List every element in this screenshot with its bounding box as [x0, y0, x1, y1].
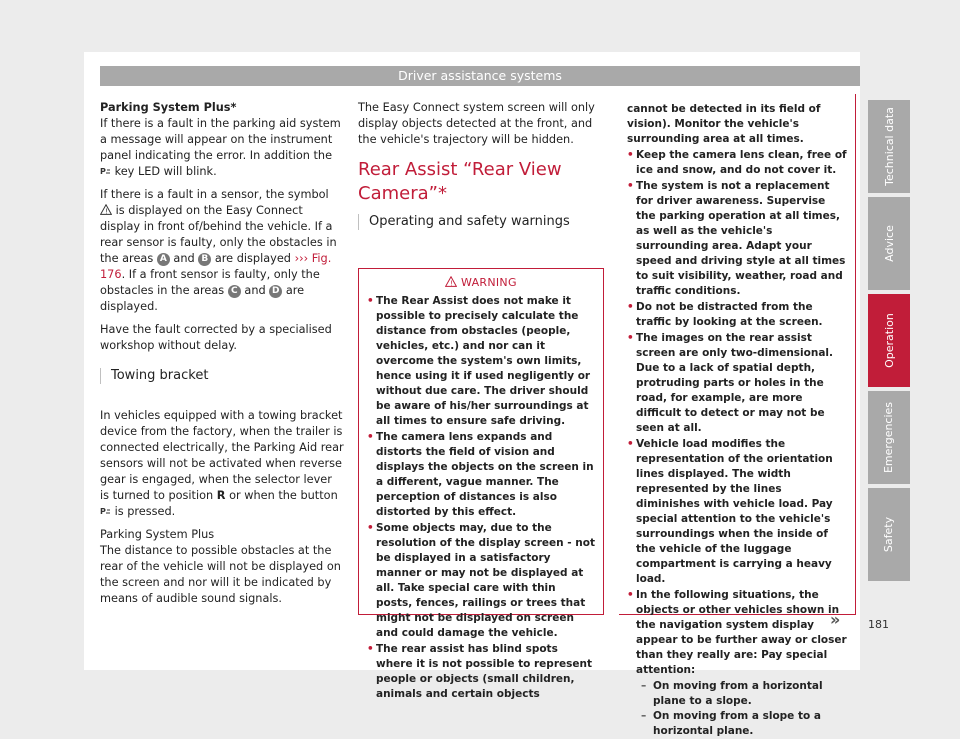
subhead-towing-bracket: Towing bracket	[100, 368, 344, 384]
subhead-operating-warnings: Operating and safety warnings	[358, 214, 604, 230]
continue-arrow-icon: »	[830, 610, 841, 629]
heading-parking-system-plus-star: Parking System Plus*	[100, 101, 237, 114]
chapter-title: Rear Assist “Rear View Camera”*	[358, 159, 562, 204]
warning-item: • The images on the rear assist screen are only two-dimensional. Due to a lack of spatial depth, protruding parts or holes in the road, for example, are more difficult to detect or may not be seen at all.	[627, 332, 834, 434]
warning-triangle-icon	[100, 204, 112, 215]
warning-item: • The system is not a replacement for driver awareness. Supervise the parking operation at all times, as well as the vehicle's surrounding area. Adapt your speed and driving style at all times to suit visibility, weather, road and traffic conditions.	[627, 180, 846, 297]
warning-continuation: cannot be detected in its field of vision). Monitor the vehicle's surrounding area at all times.	[627, 103, 821, 145]
tab-operation[interactable]: Operation	[868, 294, 910, 387]
label-d-badge: D	[269, 285, 282, 298]
warning-item: • In the following situations, the objects or other vehicles shown in the navigation system display appear to be further away or closer than they really are: Pay special attention:	[627, 589, 847, 676]
warning-item: • Some objects may, due to the resolution of the display screen - not be displayed in a satisfactory manner or may not be displayed at all. Take special care with thin posts, fences, railings or trees that might not be displayed on screen and could damage the vehicle.	[367, 522, 595, 639]
page-number: 181	[868, 618, 889, 631]
label-c-badge: C	[228, 285, 241, 298]
warning-item: • Vehicle load modifies the representation of the orientation lines displayed. The width represented by the lines diminishes with vehicle load. Pay special attention to the vehicle's surroundings when the inside of the vehicle of the luggage compartment is carrying a heavy load.	[627, 438, 833, 585]
warning-item: • Do not be distracted from the traffic by looking at the screen.	[627, 301, 823, 328]
svg-text:P: P	[100, 167, 106, 175]
warning-item: • The camera lens expands and distorts the field of vision and displays the objects on the screen in a different, vague manner. The perception of distances is also distorted by this effect.	[367, 431, 594, 518]
tab-emergencies[interactable]: Emergencies	[868, 391, 910, 484]
parking-key-icon	[100, 166, 111, 175]
warning-item: • Keep the camera lens clean, free of ice and snow, and do not cover it.	[627, 149, 847, 176]
label-a-badge: A	[157, 253, 170, 266]
warning-header: ! WARNING	[367, 275, 595, 290]
parking-key-icon-2	[100, 506, 111, 515]
left-column: Parking System Plus* If there is a fault in the parking aid system a message will appear on the instrument panel indicating the error. In addition the P key LED will blink. If there is a fault in a sensor, the symbol ! is displayed on the Easy Connect display in front of/behind the vehicle. If a rear sensor is faulty, only the obstacles in the areas A and B are displayed ››› Fig. 176. If a front sensor is faulty, only the obstacles in the areas C and D are displayed. Have the fault corrected by a specialised workshop without delay. Towing bracket In vehicles equipped with a towing bracket device from the factory, when the trailer is connected electrically, the Parking Aid rear sensors will not be activated when reverse gear is engaged, when the selector lever is turned to position R or when the button P is pressed. Parking System Plus The distance to possible obstacles at the rear of the vehicle will not be displayed on the screen and nor will it be indicated by means of audible sound signals.	[100, 101, 344, 605]
dash-item: – On moving from a horizontal plane to a slope.	[641, 680, 823, 707]
fault-corrected-text: Have the fault corrected by a specialised workshop without delay.	[100, 323, 332, 352]
tab-advice[interactable]: Advice	[868, 197, 910, 290]
fig-176-link[interactable]: ››› Fig. 176	[100, 252, 332, 281]
label-b-badge: B	[198, 253, 211, 266]
warning-item: • The rear assist has blind spots where it is not possible to represent people or objects (small children, animals and certain objects	[367, 643, 592, 700]
svg-text:!: !	[450, 279, 454, 287]
warning-item: • The Rear Assist does not make it possible to precisely calculate the distance from obstacles (people, vehicles, etc.) and nor can it overcome the system's own limits, hence using it if used negligently or without due care. The driver should be aware of his/her surroundings at all times to ensure safe driving.	[367, 295, 591, 427]
heading-parking-system-plus: Parking System Plus	[100, 528, 215, 541]
easy-connect-text: The Easy Connect system screen will only display objects detected at the front, and the vehicle's trajectory will be hidden.	[358, 101, 595, 146]
middle-column	[358, 100, 604, 244]
warning-box	[358, 268, 604, 700]
warning-box-continued	[619, 94, 856, 737]
svg-text:P: P	[100, 507, 106, 515]
tab-technical-data[interactable]: Technical data	[868, 100, 910, 193]
section-header: Driver assistance systems	[100, 66, 860, 86]
warning-triangle-icon	[445, 276, 457, 287]
dash-item: – On moving from a slope to a horizontal plane.	[641, 710, 821, 737]
tab-safety[interactable]: Safety	[868, 488, 910, 581]
svg-text:!: !	[105, 207, 108, 215]
